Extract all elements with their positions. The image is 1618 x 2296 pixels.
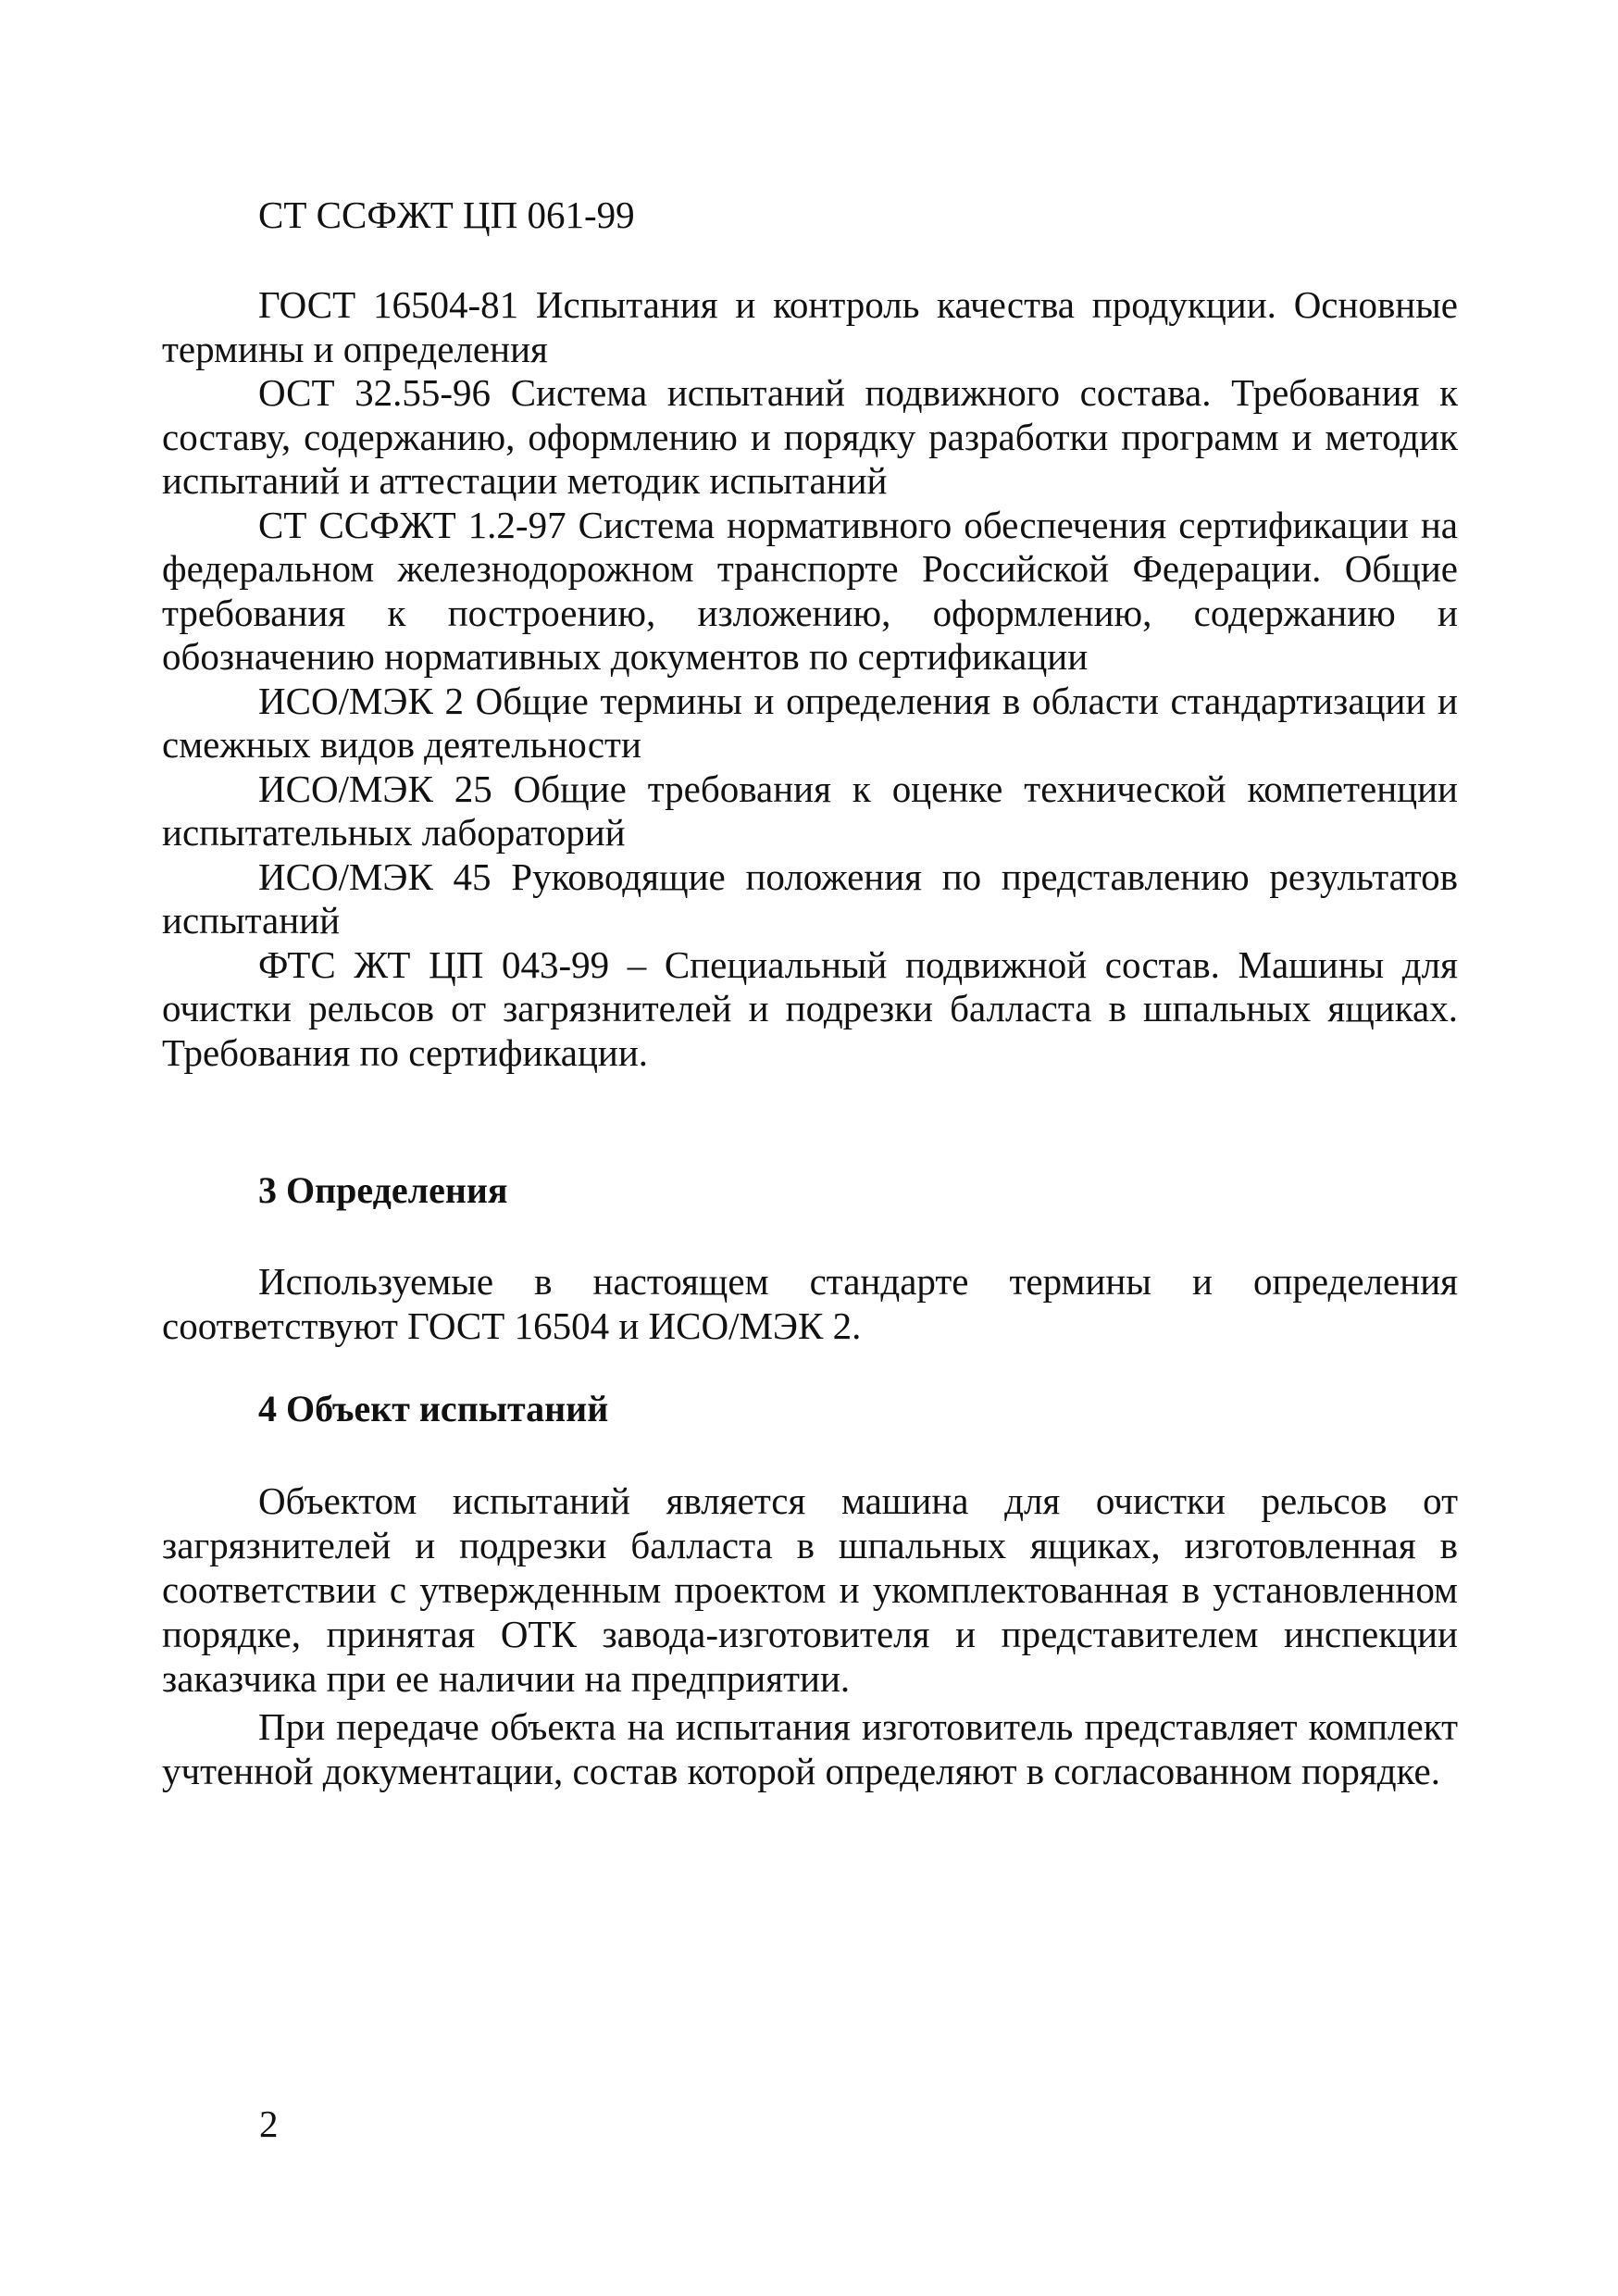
reference-item: ГОСТ 16504-81 Испытания и контроль качества продукции. Основные термины и определения xyxy=(162,283,1458,370)
normative-references-list xyxy=(162,283,1458,1075)
section-4-body xyxy=(162,1479,1458,1793)
reference-item: ИСО/МЭК 45 Руководящие положения по представлению результатов испытаний xyxy=(162,855,1458,942)
section-4-paragraph: При передаче объекта на испытания изготовитель представляет комплект учтенной документации, состав которой определяют в согласованном порядке. xyxy=(162,1705,1458,1792)
reference-item: ИСО/МЭК 2 Общие термины и определения в области стандартизации и смежных видов деятельности xyxy=(162,679,1458,766)
page-number: 2 xyxy=(259,2103,279,2145)
reference-item: ИСО/МЭК 25 Общие требования к оценке технической компетенции испытательных лабораторий xyxy=(162,767,1458,854)
reference-item: СТ ССФЖТ 1.2-97 Система нормативного обеспечения сертификации на федеральном железнодорожном транспорте Российской Федерации. Общие требования к построению, изложению, оформлению, содержанию и обозначению нормативных документов по сертификации xyxy=(162,503,1458,678)
document-code-header: СТ ССФЖТ ЦП 061-99 xyxy=(258,193,635,236)
reference-item: ФТС ЖТ ЦП 043-99 – Специальный подвижной состав. Машины для очистки рельсов от загрязнителей и подрезки балласта в шпальных ящиках. Требования по сертификации. xyxy=(162,942,1458,1074)
section-3-paragraph: Используемые в настоящем стандарте термины и определения соответствуют ГОСТ 16504 и ИСО/МЭК 2. xyxy=(162,1260,1458,1347)
section-3-heading: 3 Определения xyxy=(258,1169,508,1211)
section-4-heading: 4 Объект испытаний xyxy=(258,1388,609,1429)
section-4-paragraph: Объектом испытаний является машина для очистки рельсов от загрязнителей и подрезки балласта в шпальных ящиках, изготовленная в соответствии с утвержденным проектом и укомплектованная в установленном порядке, принятая ОТК завода-изготовителя и представителем инспекции заказчика при ее наличии на предприятии. xyxy=(162,1479,1458,1700)
reference-item: ОСТ 32.55-96 Система испытаний подвижного состава. Требования к составу, содержанию, оформлению и порядку разработки программ и методик испытаний и аттестации методик испытаний xyxy=(162,371,1458,502)
section-3-body xyxy=(162,1259,1458,1348)
